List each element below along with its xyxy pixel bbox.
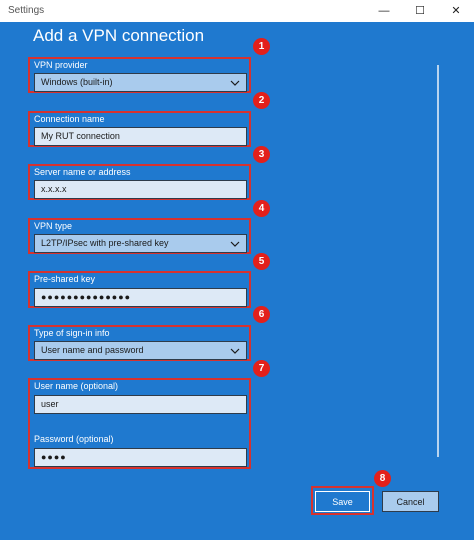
connection-name-label: Connection name [34, 114, 105, 124]
signin-type-label: Type of sign-in info [34, 328, 110, 338]
title-bar [0, 0, 474, 23]
scrollbar[interactable] [437, 65, 439, 457]
psk-input[interactable]: ●●●●●●●●●●●●●● [34, 288, 247, 307]
vpn-provider-label: VPN provider [34, 60, 88, 70]
window-title: Settings [8, 5, 45, 16]
annotation-badge-8: 8 [374, 470, 391, 487]
vpn-provider-select[interactable] [34, 73, 247, 92]
signin-type-select[interactable] [34, 341, 247, 360]
minimize-button[interactable]: — [378, 4, 390, 17]
chevron-down-icon [230, 74, 240, 91]
password-input[interactable]: ●●●● [34, 448, 247, 467]
vpn-dialog [0, 22, 474, 540]
vpn-provider-group [28, 57, 251, 93]
annotation-badge-4: 4 [253, 200, 270, 217]
username-label: User name (optional) [34, 381, 119, 391]
server-group [28, 164, 251, 200]
server-input[interactable]: x.x.x.x [34, 180, 247, 199]
signin-type-value: User name and password [41, 345, 144, 355]
cancel-button[interactable]: Cancel [382, 491, 439, 512]
chevron-down-icon [230, 342, 240, 359]
signin-type-group [28, 325, 251, 361]
password-label: Password (optional) [34, 434, 114, 444]
vpn-type-value: L2TP/IPsec with pre-shared key [41, 238, 169, 248]
vpn-type-select[interactable] [34, 234, 247, 253]
annotation-badge-1: 1 [253, 38, 270, 55]
annotation-badge-3: 3 [253, 146, 270, 163]
psk-label: Pre-shared key [34, 274, 96, 284]
connection-name-input[interactable]: My RUT connection [34, 127, 247, 146]
vpn-provider-value: Windows (built-in) [41, 77, 113, 87]
annotation-badge-2: 2 [253, 92, 270, 109]
maximize-button[interactable]: ☐ [415, 4, 425, 17]
server-label: Server name or address [34, 167, 131, 177]
annotation-badge-7: 7 [253, 360, 270, 377]
annotation-badge-5: 5 [253, 253, 270, 270]
close-button[interactable]: ✕ [451, 4, 461, 17]
connection-name-group [28, 111, 251, 147]
page-title: Add a VPN connection [33, 26, 205, 45]
credentials-group [28, 378, 251, 469]
save-button[interactable]: Save [315, 491, 370, 512]
annotation-badge-6: 6 [253, 306, 270, 323]
vpn-type-label: VPN type [34, 221, 73, 231]
vpn-type-group [28, 218, 251, 254]
psk-group [28, 271, 251, 308]
chevron-down-icon [230, 235, 240, 252]
username-input[interactable]: user [34, 395, 247, 414]
